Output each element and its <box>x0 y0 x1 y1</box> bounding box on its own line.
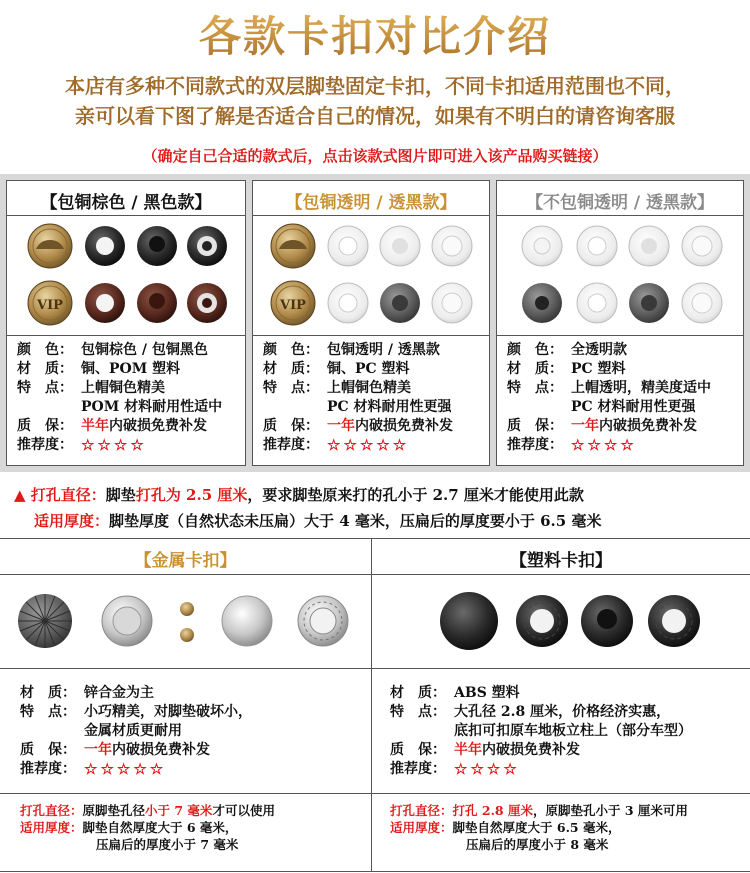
attribute-row <box>507 436 711 455</box>
clear-ring-icon <box>577 283 617 323</box>
clear-base-icon <box>432 283 472 323</box>
attribute-value: 包铜棕色 / 包铜黑色 <box>81 342 208 358</box>
attribute-row <box>390 703 692 722</box>
product-photo-clear[interactable] <box>497 216 743 334</box>
black-ring-icon <box>516 595 568 647</box>
product-photo-metal[interactable] <box>0 575 371 668</box>
attribute-row <box>17 379 222 398</box>
attribute-row <box>20 684 252 703</box>
warning-triangle-icon: ▲ <box>14 486 26 504</box>
attribute-label: 推荐度： <box>390 761 446 777</box>
attribute-value: 内破损免费补发 <box>355 418 453 434</box>
brass-cap-vip-icon <box>271 281 315 325</box>
black-stud-icon <box>137 226 177 266</box>
attribute-value: 内破损免费补发 <box>112 742 210 758</box>
panel-title: 【包铜透明 / 透黑款】 <box>285 193 457 213</box>
warranty-period: 一年 <box>327 418 355 434</box>
attribute-label: 特 点： <box>390 704 446 720</box>
attribute-row <box>263 341 453 360</box>
attribute-value: 内破损免费补发 <box>109 418 207 434</box>
attribute-value: 全透明款 <box>571 342 627 358</box>
panel-brass-brown-black[interactable] <box>6 180 246 466</box>
brass-cap-car-icon <box>28 224 72 268</box>
panel-title: 【包铜棕色 / 黑色款】 <box>40 193 212 213</box>
attribute-label: 特 点： <box>20 704 76 720</box>
attribute-value: 铜、PC 塑料 <box>327 361 410 377</box>
attribute-row <box>507 341 711 360</box>
attribute-label <box>390 722 454 741</box>
panel-attributes <box>507 341 711 455</box>
rating-stars-icon: ☆☆☆☆ <box>571 436 637 454</box>
attribute-row <box>17 436 222 455</box>
panel-clear[interactable] <box>496 180 744 466</box>
attribute-label: 特 点： <box>263 380 319 396</box>
warranty-period: 半年 <box>81 418 109 434</box>
plastic-clip-title: 【塑料卡扣】 <box>510 551 612 571</box>
thickness-note: 适用厚度：脚垫厚度（自然状态未压扁）大于 4 毫米，压扁后的厚度要小于 6.5 毫米 <box>34 512 602 530</box>
attribute-label: 推荐度： <box>507 437 563 453</box>
attribute-row <box>263 360 453 379</box>
attribute-row <box>390 741 692 760</box>
black-stud-icon <box>581 595 633 647</box>
clear-cap-icon <box>522 226 562 266</box>
clear-stud-icon <box>380 226 420 266</box>
attribute-label <box>20 722 84 741</box>
attribute-row <box>263 436 453 455</box>
attribute-label: 材 质： <box>20 685 76 701</box>
attribute-value: 内破损免费补发 <box>482 742 580 758</box>
metal-thickness-note-2: 压扁后的厚度小于 7 毫米 <box>96 837 239 852</box>
clear-base-icon <box>682 226 722 266</box>
attribute-row <box>390 684 692 703</box>
sunburst-cap-icon <box>18 594 72 648</box>
attribute-label <box>263 398 327 417</box>
attribute-label: 特 点： <box>507 380 563 396</box>
brown-ring-icon <box>85 283 125 323</box>
attribute-row <box>20 703 252 722</box>
attribute-row <box>20 741 252 760</box>
attribute-row <box>263 379 453 398</box>
attribute-label: 颜 色： <box>263 342 319 358</box>
intro-line-1: 本店有多种不同款式的双层脚垫固定卡扣，不同卡扣适用范围也不同， <box>65 74 685 98</box>
rating-stars-icon: ☆☆☆☆☆ <box>327 436 410 454</box>
attribute-value: 小巧精美，对脚垫破坏小， <box>84 704 252 720</box>
silver-cap-icon <box>222 596 272 646</box>
plastic-thickness-note-2: 压扁后的厚度小于 8 毫米 <box>466 837 609 852</box>
warranty-period: 半年 <box>454 742 482 758</box>
attribute-value: 上帽铜色精美 <box>327 380 411 396</box>
attribute-value: PC 材料耐用性更强 <box>571 399 696 415</box>
attribute-value: 金属材质更耐用 <box>84 723 182 739</box>
attribute-row <box>17 398 222 417</box>
attribute-label: 颜 色： <box>17 342 73 358</box>
silver-cup-icon <box>102 596 152 646</box>
brass-rivet-icon <box>180 602 194 642</box>
page-title: 各款卡扣对比介绍 <box>0 4 750 64</box>
clear-base-icon <box>682 283 722 323</box>
attribute-value: ABS 塑料 <box>454 685 520 701</box>
black-base-icon <box>648 595 700 647</box>
attribute-row <box>390 722 692 741</box>
attribute-row <box>20 760 252 779</box>
metal-thickness-note: 适用厚度：脚垫自然厚度大于 6 毫米， <box>20 820 238 835</box>
rating-stars-icon: ☆☆☆☆☆ <box>84 760 167 778</box>
metal-hole-note: 打孔直径：原脚垫孔径小于 7 毫米才可以使用 <box>20 803 275 818</box>
attribute-label: 材 质： <box>507 361 563 377</box>
attribute-label: 推荐度： <box>17 437 73 453</box>
intro-line-2: 亲可以看下图了解是否适合自己的情况，如果有不明白的请咨询客服 <box>75 104 675 128</box>
hole-diameter-note: ▲ 打孔直径：脚垫打孔为 2.5 厘米，要求脚垫原来打的孔小于 2.7 厘米才能使用此款 <box>14 486 584 504</box>
attribute-row <box>263 398 453 417</box>
metal-clip-attributes <box>20 684 252 779</box>
clear-ring-icon <box>328 226 368 266</box>
panel-brass-clear[interactable] <box>252 180 490 466</box>
brass-cap-vip-icon <box>28 281 72 325</box>
attribute-row <box>17 360 222 379</box>
attribute-value: 上帽铜色精美 <box>81 380 165 396</box>
metal-clip-title: 【金属卡扣】 <box>134 551 237 571</box>
warranty-period: 一年 <box>571 418 599 434</box>
attribute-row <box>20 722 252 741</box>
attribute-label: 颜 色： <box>507 342 563 358</box>
clear-ring-icon <box>328 283 368 323</box>
attribute-value: 底扣可扣原车地板立柱上（部分车型） <box>454 723 692 739</box>
clear-base-icon <box>432 226 472 266</box>
attribute-label: 材 质： <box>390 685 446 701</box>
attribute-row <box>17 341 222 360</box>
attribute-value: 锌合金为主 <box>84 685 154 701</box>
rating-stars-icon: ☆☆☆☆ <box>81 436 147 454</box>
product-photo-plastic[interactable] <box>372 575 750 668</box>
vip-logo: VIP <box>37 298 63 313</box>
panel-attributes <box>17 341 222 455</box>
attribute-label: 质 保： <box>390 742 446 758</box>
attribute-row <box>263 417 453 436</box>
attribute-label <box>507 398 571 417</box>
warranty-period: 一年 <box>84 742 112 758</box>
attribute-label: 质 保： <box>263 418 319 434</box>
attribute-label: 材 质： <box>17 361 73 377</box>
attribute-value: PC 塑料 <box>571 361 626 377</box>
smoke-stud-icon <box>380 283 420 323</box>
attribute-row <box>507 417 711 436</box>
attribute-row <box>390 760 692 779</box>
attribute-label: 推荐度： <box>263 437 319 453</box>
product-photo-brass-clear[interactable] <box>253 216 489 334</box>
attribute-row <box>507 379 711 398</box>
attribute-label: 特 点： <box>17 380 73 396</box>
panel-title: 【不包铜透明 / 透黑款】 <box>525 193 715 213</box>
clear-ring-icon <box>577 226 617 266</box>
attribute-label <box>17 398 81 417</box>
black-ring-icon <box>85 226 125 266</box>
vip-logo: VIP <box>280 298 306 313</box>
attribute-label: 质 保： <box>20 742 76 758</box>
attribute-row <box>507 398 711 417</box>
black-base-icon <box>187 226 227 266</box>
attribute-row <box>17 417 222 436</box>
attribute-row <box>507 360 711 379</box>
clear-stud-icon <box>629 226 669 266</box>
attribute-label: 质 保： <box>507 418 563 434</box>
attribute-value: PC 材料耐用性更强 <box>327 399 452 415</box>
attribute-value: 铜、POM 塑料 <box>81 361 181 377</box>
plastic-thickness-note: 适用厚度：脚垫自然厚度大于 6.5 毫米， <box>390 820 621 835</box>
product-photo-brass-brown[interactable] <box>7 216 245 334</box>
attribute-label: 材 质： <box>263 361 319 377</box>
smoke-cap-icon <box>522 283 562 323</box>
attribute-label: 质 保： <box>17 418 73 434</box>
black-cap-icon <box>440 592 498 650</box>
attribute-value: 上帽透明，精美度适中 <box>571 380 711 396</box>
brown-stud-icon <box>137 283 177 323</box>
attribute-label: 推荐度： <box>20 761 76 777</box>
attribute-value: 大孔径 2.8 厘米，价格经济实惠， <box>454 704 671 720</box>
attribute-value: 包铜透明 / 透黑款 <box>327 342 440 358</box>
brown-base-icon <box>187 283 227 323</box>
purchase-notice: （确定自己合适的款式后，点击该款式图片即可进入该产品购买链接） <box>142 147 608 165</box>
attribute-value: POM 材料耐用性适中 <box>81 399 223 415</box>
attribute-value: 内破损免费补发 <box>599 418 697 434</box>
panel-attributes <box>263 341 453 455</box>
plastic-clip-attributes <box>390 684 692 779</box>
brass-cap-car-icon <box>271 224 315 268</box>
rating-stars-icon: ☆☆☆☆ <box>454 760 520 778</box>
smoke-stud-icon <box>629 283 669 323</box>
silver-ring-icon <box>298 596 348 646</box>
plastic-hole-note: 打孔直径：打孔 2.8 厘米，原脚垫孔小于 3 厘米可用 <box>390 803 688 818</box>
